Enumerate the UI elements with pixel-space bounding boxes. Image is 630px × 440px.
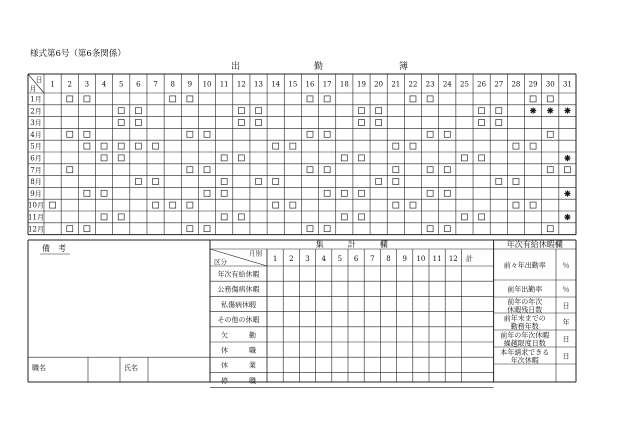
form-id: 様式第6号（第6条関係） xyxy=(30,49,126,59)
holiday-box-mark xyxy=(530,143,536,149)
day-number: 24 xyxy=(442,80,452,89)
holiday-box-mark xyxy=(256,120,262,126)
grid-lines xyxy=(28,74,576,388)
holiday-box-mark xyxy=(547,131,553,137)
holiday-box-mark xyxy=(101,143,107,149)
holiday-box-mark xyxy=(84,226,90,232)
holiday-box-mark xyxy=(204,167,210,173)
holiday-box-mark xyxy=(273,179,279,185)
tally-category-label: 区分 xyxy=(214,258,227,266)
day-number: 16 xyxy=(305,80,315,89)
non-existent-day-mark: ❋ xyxy=(564,105,571,116)
header-day-label: 日 xyxy=(35,76,43,84)
holiday-box-mark xyxy=(67,131,73,137)
holiday-box-mark xyxy=(358,108,364,114)
holiday-box-mark xyxy=(547,96,553,102)
holiday-box-mark xyxy=(238,120,244,126)
leave-row-label: 勤務年数 xyxy=(510,322,539,331)
holiday-box-mark xyxy=(135,179,141,185)
holiday-box-mark xyxy=(410,202,416,208)
tally-title: 集 計 欄 xyxy=(315,240,388,249)
holiday-box-mark xyxy=(479,108,485,114)
title-char: 出 xyxy=(231,62,241,72)
holiday-box-mark xyxy=(479,155,485,161)
holiday-box-mark xyxy=(341,190,347,196)
holiday-box-mark xyxy=(530,96,536,102)
leave-row-label: 前年出勤率 xyxy=(507,285,543,294)
holiday-box-mark xyxy=(221,190,227,196)
day-number: 20 xyxy=(374,80,384,89)
holiday-box-mark xyxy=(547,226,553,232)
holiday-box-mark xyxy=(84,96,90,102)
holiday-box-mark xyxy=(187,96,193,102)
month-label: 2月 xyxy=(30,107,42,116)
tally-column-header: 4 xyxy=(321,255,326,263)
tally-row-label: 休 業 xyxy=(221,361,256,370)
day-number: 14 xyxy=(271,80,281,89)
month-label: 3月 xyxy=(30,119,42,128)
month-label: 11月 xyxy=(28,213,44,222)
tally-column-header: 3 xyxy=(305,255,310,263)
tally-column-header: 2 xyxy=(289,255,294,263)
day-number: 17 xyxy=(322,80,332,89)
tally-row-label: 年次有給休暇 xyxy=(217,270,260,279)
day-number: 8 xyxy=(170,80,175,89)
day-number: 11 xyxy=(219,80,229,89)
day-number: 31 xyxy=(562,80,572,89)
holiday-box-mark xyxy=(547,167,553,173)
holiday-box-mark xyxy=(427,131,433,137)
non-existent-day-mark: ❋ xyxy=(529,105,537,116)
holiday-box-mark xyxy=(221,155,227,161)
leave-row-label: 前年の年次休暇 xyxy=(500,331,550,340)
holiday-box-mark xyxy=(221,179,227,185)
day-number: 30 xyxy=(545,80,555,89)
leave-row-unit: 日 xyxy=(562,335,570,344)
holiday-box-mark xyxy=(461,155,467,161)
leave-row-unit: 年 xyxy=(562,318,570,327)
holiday-box-mark xyxy=(496,179,502,185)
holiday-box-mark xyxy=(393,179,399,185)
day-number: 1 xyxy=(50,80,55,89)
day-number: 29 xyxy=(528,80,538,89)
holiday-box-mark xyxy=(444,167,450,173)
tally-column-header: 12 xyxy=(448,255,458,263)
tally-column-header: 計 xyxy=(466,255,473,263)
holiday-box-mark xyxy=(324,96,330,102)
tally-row-label: 停 職 xyxy=(221,376,256,385)
holiday-box-mark xyxy=(101,214,107,220)
day-number: 12 xyxy=(236,80,246,89)
holiday-box-mark xyxy=(84,190,90,196)
name-label: 氏名 xyxy=(124,364,138,372)
holiday-box-mark xyxy=(221,214,227,220)
holiday-box-mark xyxy=(118,155,124,161)
tally-row-label: 私傷病休暇 xyxy=(221,300,256,309)
holiday-box-mark xyxy=(393,167,399,173)
leave-row-label: 本年請求できる xyxy=(500,348,550,357)
day-number: 4 xyxy=(101,80,107,89)
leave-row-label: 前年末までの xyxy=(503,314,546,323)
holiday-box-mark xyxy=(290,143,296,149)
holiday-box-mark xyxy=(393,202,399,208)
holiday-box-mark xyxy=(461,214,467,220)
holiday-box-mark xyxy=(238,155,244,161)
tally-column-header: 11 xyxy=(432,255,442,263)
holiday-box-mark xyxy=(273,143,279,149)
holiday-box-mark xyxy=(101,190,107,196)
holiday-box-mark xyxy=(376,179,382,185)
day-number: 19 xyxy=(357,80,366,89)
leave-row-label: 前々年出勤率 xyxy=(503,261,546,270)
remarks-label: 備 考 xyxy=(42,244,66,253)
holiday-box-mark xyxy=(564,167,570,173)
holiday-box-mark xyxy=(376,120,382,126)
tally-row-label: その他の休暇 xyxy=(217,316,260,325)
day-number: 28 xyxy=(511,80,521,89)
day-number: 23 xyxy=(425,80,435,89)
month-label: 4月 xyxy=(30,130,42,139)
leave-row-label: 前年の年次 xyxy=(507,298,543,306)
day-number: 26 xyxy=(477,80,487,89)
day-number: 7 xyxy=(153,80,158,89)
holiday-box-mark xyxy=(358,155,364,161)
holiday-box-mark xyxy=(118,214,124,220)
holiday-box-mark xyxy=(427,96,433,102)
non-existent-day-mark: ❋ xyxy=(564,188,571,199)
title-char: 簿 xyxy=(399,62,409,72)
holiday-box-mark xyxy=(67,167,73,173)
tally-column-header: 1 xyxy=(272,255,278,263)
holiday-box-mark xyxy=(135,143,141,149)
holiday-box-mark xyxy=(101,155,107,161)
leave-row-unit: ％ xyxy=(562,285,570,294)
holiday-box-mark xyxy=(496,108,502,114)
day-number: 22 xyxy=(408,80,418,89)
title-char: 勤 xyxy=(314,62,324,72)
holiday-box-mark xyxy=(444,190,450,196)
holiday-box-mark xyxy=(479,120,485,126)
holiday-box-mark xyxy=(307,131,313,137)
leave-row-unit: ％ xyxy=(562,261,570,270)
holiday-box-mark xyxy=(513,202,519,208)
holiday-box-mark xyxy=(479,214,485,220)
non-existent-day-mark: ❋ xyxy=(564,211,571,222)
day-number: 18 xyxy=(339,80,349,89)
holiday-box-mark xyxy=(118,108,124,114)
holiday-box-mark xyxy=(187,167,193,173)
day-number: 13 xyxy=(254,80,263,89)
holiday-box-mark xyxy=(187,202,193,208)
tally-column-header: 10 xyxy=(416,255,426,263)
holiday-box-mark xyxy=(427,226,433,232)
holiday-box-mark xyxy=(67,96,73,102)
month-label: 10月 xyxy=(28,201,44,210)
holiday-box-mark xyxy=(238,214,244,220)
holiday-box-mark xyxy=(238,108,244,114)
holiday-box-mark xyxy=(513,143,519,149)
holiday-box-mark xyxy=(444,131,450,137)
leave-row-unit: 日 xyxy=(562,302,570,310)
holiday-box-mark xyxy=(204,190,210,196)
holiday-box-mark xyxy=(444,226,450,232)
holiday-box-mark xyxy=(256,179,262,185)
holiday-box-mark xyxy=(530,202,536,208)
leave-row-label: 繰越限度日数 xyxy=(503,339,546,348)
holiday-box-mark xyxy=(187,226,193,232)
leave-row-label: 休暇残日数 xyxy=(507,306,543,314)
day-number: 9 xyxy=(187,80,193,89)
holiday-box-mark xyxy=(341,155,347,161)
month-label: 7月 xyxy=(30,166,42,175)
tally-column-header: 7 xyxy=(370,255,375,263)
holiday-box-mark xyxy=(376,108,382,114)
holiday-box-mark xyxy=(410,96,416,102)
holiday-box-mark xyxy=(153,179,159,185)
non-existent-day-mark: ❋ xyxy=(546,105,554,116)
month-label: 6月 xyxy=(30,154,42,163)
tally-row-label: 休 職 xyxy=(221,346,256,355)
holiday-box-mark xyxy=(153,143,159,149)
holiday-box-mark xyxy=(324,190,330,196)
tally-row-label: 公務傷病休暇 xyxy=(217,285,260,294)
holiday-box-mark xyxy=(324,167,330,173)
holiday-box-mark xyxy=(187,131,193,137)
day-number: 2 xyxy=(67,80,72,89)
post-label: 職名 xyxy=(32,364,46,372)
month-label: 8月 xyxy=(30,178,42,187)
tally-column-header: 5 xyxy=(337,255,343,263)
holiday-box-mark xyxy=(341,214,347,220)
tally-column-header: 8 xyxy=(386,255,391,263)
holiday-box-mark xyxy=(273,202,279,208)
month-label: 12月 xyxy=(28,225,44,234)
day-number: 3 xyxy=(84,80,90,89)
holiday-box-mark xyxy=(410,143,416,149)
holiday-box-mark xyxy=(358,190,364,196)
day-number: 6 xyxy=(136,80,141,89)
tally-month-label: 月別 xyxy=(249,249,262,258)
holiday-box-mark xyxy=(135,120,141,126)
tally-column-header: 6 xyxy=(353,255,359,263)
day-number: 10 xyxy=(202,80,212,89)
holiday-box-mark xyxy=(290,202,296,208)
holiday-box-mark xyxy=(170,96,176,102)
holiday-box-mark xyxy=(84,143,90,149)
holiday-box-mark xyxy=(135,108,141,114)
tally-column-header: 9 xyxy=(402,255,407,263)
month-label: 9月 xyxy=(30,189,42,198)
holiday-box-mark xyxy=(307,226,313,232)
holiday-box-mark xyxy=(427,190,433,196)
leave-row-label: 年次休暇 xyxy=(510,356,539,365)
day-number: 21 xyxy=(391,80,401,89)
holiday-box-mark xyxy=(324,226,330,232)
leave-title: 年次有給休暇欄 xyxy=(506,240,563,249)
non-existent-day-mark: ❋ xyxy=(564,152,571,163)
holiday-box-mark xyxy=(118,120,124,126)
day-number: 15 xyxy=(288,80,298,89)
day-number: 27 xyxy=(494,80,504,89)
holiday-box-mark xyxy=(427,167,433,173)
leave-row-unit: 日 xyxy=(562,352,570,361)
holiday-box-mark xyxy=(256,108,262,114)
holiday-box-mark xyxy=(496,120,502,126)
holiday-box-mark xyxy=(170,202,176,208)
holiday-box-mark xyxy=(204,131,210,137)
month-label: 1月 xyxy=(30,95,42,104)
month-label: 5月 xyxy=(30,142,42,151)
day-number: 25 xyxy=(459,80,469,89)
holiday-box-mark xyxy=(358,214,364,220)
holiday-box-mark xyxy=(84,131,90,137)
holiday-box-mark xyxy=(393,143,399,149)
holiday-box-mark xyxy=(153,202,159,208)
holiday-box-mark xyxy=(513,179,519,185)
holiday-box-mark xyxy=(204,226,210,232)
header-month-label: 月 xyxy=(29,85,37,93)
day-number: 5 xyxy=(118,80,124,89)
tally-row-label: 欠 勤 xyxy=(221,331,256,340)
holiday-box-mark xyxy=(324,131,330,137)
holiday-box-mark xyxy=(358,120,364,126)
holiday-box-mark xyxy=(307,96,313,102)
holiday-box-mark xyxy=(307,167,313,173)
holiday-box-mark xyxy=(118,143,124,149)
holiday-box-mark xyxy=(67,226,73,232)
holiday-box-mark xyxy=(50,202,56,208)
